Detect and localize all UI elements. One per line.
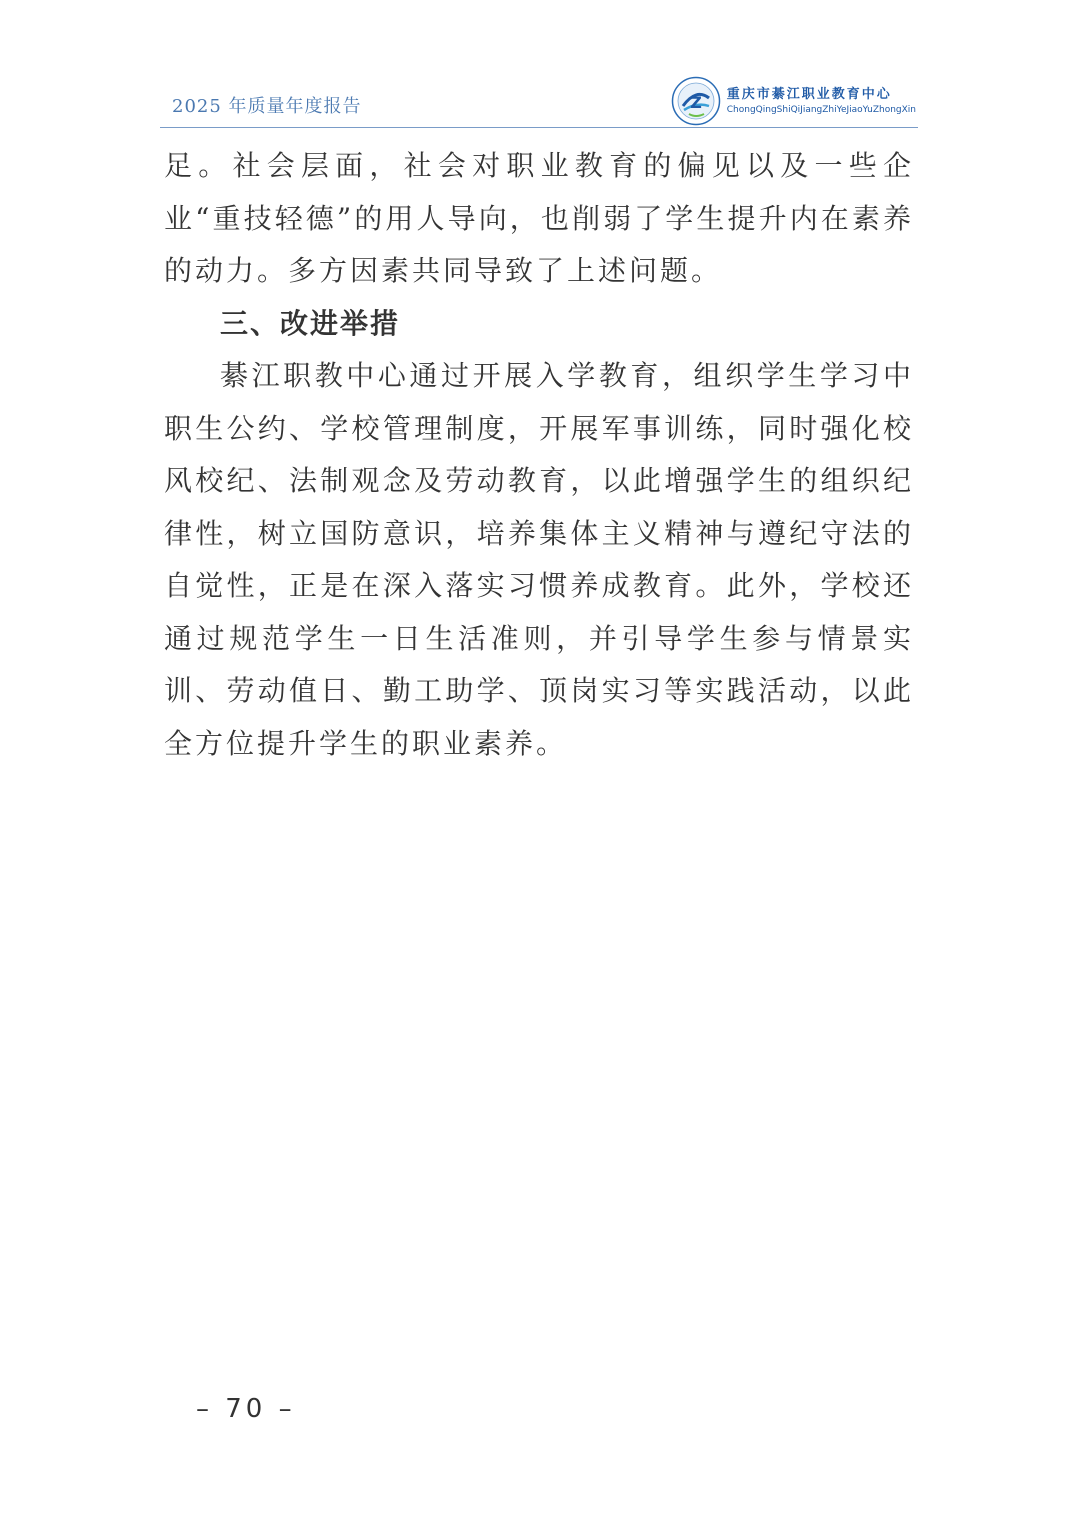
school-name-cn: 重庆市綦江职业教育中心 xyxy=(726,87,892,102)
document-body xyxy=(164,140,914,770)
school-brand xyxy=(671,76,916,126)
paragraph-continued: 足。社会层面，社会对职业教育的偏见以及一些企业“重技轻德”的用人导向，也削弱了学生提升内在素养的动力。多方因素共同导致了上述问题。 xyxy=(164,149,914,287)
header-divider xyxy=(160,127,918,128)
svg-text:Z: Z xyxy=(689,93,702,112)
report-title: 2025 年质量年度报告 xyxy=(172,96,362,117)
page-number: – 70 – xyxy=(196,1394,296,1424)
page-header xyxy=(160,70,918,128)
school-name-en: ChongQingShiQiJiangZhiYeJiaoYuZhongXin xyxy=(726,105,916,115)
school-emblem-icon xyxy=(671,76,721,126)
paragraph-measures: 綦江职教中心通过开展入学教育，组织学生学习中职生公约、学校管理制度，开展军事训练，同时强化校风校纪、法制观念及劳动教育，以此增强学生的组织纪律性，树立国防意识，培养集体主义精神与遵纪守法的自觉性，正是在深入落实习惯养成教育。此外，学校还通过规范学生一日生活准则，并引导学生参与情景实训、劳动值日、勤工助学、顶岗实习等实践活动，以此全方位提升学生的职业素养。 xyxy=(164,359,914,760)
section-heading: 三、改进举措 xyxy=(220,306,401,340)
